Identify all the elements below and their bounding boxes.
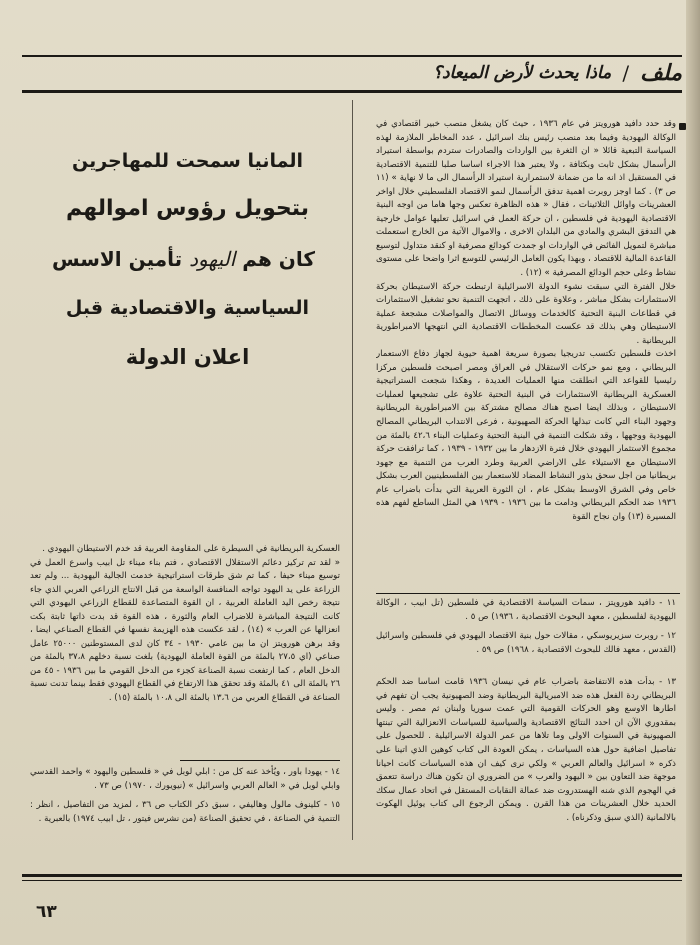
paragraph-marker — [679, 123, 686, 130]
headline-line-2: بتحويل رؤوس اموالهم — [65, 196, 309, 221]
paragraph: اخذت فلسطين تكتسب تدريجيا بصورة سريعة اهمية حيوية لجهاز دفاع الاستعمار البريطاني ، ومع نمو حركات الاستقلال في العراق ومصر اصبحت فلسطين مركزا رئيسيا للقواعد التي انطلقت منها العمليات العديدة ، وهكذا شجعت الستراتيجية العسكرية البريطانية الاستثمارات في البنية التحتية علاوة على تشجيعها لعمليات الاستيطان ، وبذلك ايضا اصبح هناك مصالح مشتركة بين الامبراطورية البريطانية وجهود البناء التي كانت تبذلها الحركة الصهيونية ، فرعى الانتداب البريطاني المصالح اليهودية ووجهها ، وقد شكلت التنمية في البنية التحتية وعمليات البناء ٤٢،٦ بالمئة من مجموع الاستثمار اليهودي خلال فترة الازدهار ما بين ١٩٣٢ - ١٩٣٩ ، كما ترافقت حركة الاستيطان مع الاستيلاء على الاراضي العربية وطرد العرب من التنمية مع جهود بريطانيا من اجل سحق بذور النشاط المضاد للاستعمار بين الفلسطينيين العرب بشكل خاص وفي الشرق الاوسط بشكل عام ، ان الثورة العربية التي بدأت باضراب عام ١٩٣٦ ضد الحكم البريطاني ودامت ما بين ١٩٣٦ - ١٩٣٩ هي المثل الساطع لفهم هذه المسيرة (١٣) وان نجاح القوة — [376, 349, 676, 522]
footnote-12: ١٢ - روبرت سزيريوسكي ، مقالات حول بنية الاقتصاد اليهودي في فلسطين واسرائيل (القدس ، معهد فالك للبحوث الاقتصادية ، ١٩٦٨) ص ٥٩ . — [376, 631, 676, 655]
paragraph: « لقد تم تركيز دعائم الاستقلال الاقتصادي ، فتم بناء ميناء تل ابيب واسرع العمل في توسيع ميناء حيفا ، كما تم شق طرقات استراتيجية خدمت الجالية اليهودية ... ولم تعد الزراعة على يد اليهود تواجه المنافسة الواسعة من قبل الانتاج الزراعي العربي الذي جاء نتيجة رخص اليد العاملة العربية ، ان القوة المتصاعدة للقطاع الزراعي اليهودي التي كانت النتيجة المباشرة للاضراب العام والثورة ، هذه القوة قد بدت ذاتها ثابتة بكت انعزالها عن العرب » (١٤) ، لقد عكست هذه الهزيمة نفسها في القطاع الصناعي ايضا ، وقد برهن هورويتز ان ما بين عامي ١٩٣٠ - ٣٤ كان لدى المستوطنين ٢٥٠٠٠ عامل صناعي (اي ٢٧،٥ بالمئة من القوة العاملة اليهودية) بلغت نسبة دخلهم ٣٧،٨ بالمئة من الدخل العام ، كما ارتفعت نسبة الصناعة كجزء من الدخل القومي ما بين ١٩٣٦ - ٤٥ من ٢٦ بالمئة الى ٤١ بالمئة وقد تحقق هذا الارتفاع في القطاع اليهودي فقط بينما تدنت نسبة الصناعة في القطاع العربي من ١٣،٦ بالمئة الى ١٠،٨ بالمئة (١٥) . — [30, 557, 340, 704]
paragraph: العسكرية البريطانية في السيطرة على المقاومة العربية قد خدم الاستيطان اليهودي . — [42, 544, 340, 554]
footnote-rule — [376, 593, 680, 594]
footnote-15: ١٥ - كلينوف مالول وهاليفي ، سبق ذكر الكتاب ص ٣٦ ، لمزيد من التفاصيل ، انظر : التنمية في الصناعة ، في تحقيق الصناعة (من نشرس فيتور ، تل ابيب ١٩٧٤) بالعبرية . — [30, 800, 340, 824]
page-edge — [686, 0, 700, 945]
header-underline — [22, 90, 682, 93]
brand-logo: ملف — [640, 60, 682, 86]
right-column-body — [376, 118, 676, 591]
left-footnotes — [30, 765, 340, 865]
paragraph: وقد حدد دافيد هورويتز في عام ١٩٣٦ ، حيث كان يشغل منصب خبير اقتصادي في الوكالة اليهودية وفيما بعد منصب رئيس بنك اسرائيل ، عدد المخاطر الملازمة لهذه السياسة التبعية قائلا « ان الثغرة بين الواردات والصادرات ستردم بواسطة استيراد الرأسمال بشكل ثابت وبكثافة ، ولا يعتبر هذا الاجراء اساسا صلبا للتنمية الاقتصادية في المستقبل اذ انه ما من ضمانة لاستمرارية استيراد الرأسمال الى ما لا نهاية » (١١ ص ٣) . كما اوجز روبرت اهمية تدفق الرأسمال لنمو الاقتصاد الفلسطيني خلال اواخر العشرينات واوائل الثلاثينات ، فقال « هذه الظاهرة تعكس وجها هاما من اوجه البنية الاقتصادية اليهودية في فلسطين ، ان حركة العمل في اسرائيل تعليها عوامل خارجية هي التدفق البشري والمادي من البلدان الاخرى ، والاموال الآتية من الخارج استعملت مباشرة لتمويل الفائض في الواردات او جمدت كودائع مصرفية او كنقد متداول لتوسيع القاعدة المالية للاقتصاد ، وبهذا يكون العامل الرئيسي للتوسع اثرا واضحا على مستوى نشاط وعلى حجم الودائع المصرفية » (١٢) . — [376, 119, 676, 279]
paragraph: خلال الفترة التي سبقت نشوء الدولة الاسرائيلية ارتبطت حركة الاستيطان بحركة الاستثمارات بشكل مباشر ، وعلاوة على ذلك ، اتجهت التنمية نحو تشغيل الاستثمارات في قطاعات البنية التحتية كالخدمات ووسائل الاتصال والمواصلات مشجعة عملية الاستيطان وهي بذلك قد عكست المخططات الاقتصادية التي انتهجها الامبراطورية البريطانية . — [376, 281, 676, 346]
right-bottom-note — [376, 676, 676, 872]
headline-line-5: اعلان الدولة — [125, 345, 250, 369]
section-title: ماذا يحدث لأرض الميعاد؟ — [432, 63, 612, 83]
footnote-11: ١١ - دافيد هورويتز ، سمات السياسة الاقتصادية في فلسطين (تل ابيب ، الوكالة اليهودية لفلسطين ، معهد البحوث الاقتصادية ، ١٩٣٦) ص ٥ . — [376, 598, 676, 622]
top-rule — [22, 55, 682, 57]
footnote-13: ١٣ - بدأت هذه الانتفاضة باضراب عام في نيسان ١٩٣٦ قامت اساسا ضد الحكم البريطاني ردة الفعل هذه ضد الامبريالية البريطانية وضد الصهيونية يجب ان تفهم في اطارها الاوسع وهو الحركات القومية التي عمت سوريا ولبنان ثم مصر . وليس بمقدوري الآن ان احدد النتائج الاقتصادية والسياسية للسياسات الانعزالية التي تبنتها الصهيونية في السنوات الاولى وما تلاها من عمر الدولة الاسرائيلية . للحصول على تفاصيل اضافية حول هذه السياسات ، يمكن العودة الى كتاب كوهين الذي اتينا على ذكره « اسرائيل والعالم العربي » ولكي نرى كيف ان هذه السياسات كانت احيانا موجهة ضد التعاون بين « اليهود والعرب » من الضروري ان تكون هناك دراسة تتعمق في الهجوم الذي شنه الهستدروت ضد عمالة النقابات المستقل في اتحاد عمال سكك الحديد خلال العشرينات من هذا القرن . ويمكن الرجوع الى كتاب يوئيل الهكوت بالالمانية (الذي سبق وذكرناه) . — [376, 677, 676, 823]
footnote-rule-left — [180, 760, 340, 761]
right-footnotes — [376, 596, 676, 674]
headline-line-3b: اليهود — [189, 247, 236, 271]
footnote-14: ١٤ - يهودا باور ، ويُأخذ عنه كل من : ابلي لوبل في « فلسطين واليهود » واحمد القدسي وابلي لوبل في « العالم العربي واسرائيل » (نيويورك ، ١٩٧٠) ص ٧٣ . — [30, 767, 340, 791]
headline-line-4: السياسية والاقتصادية قبل — [65, 297, 310, 319]
bottom-rule — [22, 874, 682, 877]
header-separator: / — [622, 61, 630, 85]
article-headline — [51, 150, 315, 410]
headline-line-3a: كان هم — [242, 247, 315, 271]
column-divider — [352, 100, 353, 840]
page-number: ٦٣ — [36, 902, 57, 922]
bottom-rule-thin — [22, 880, 682, 881]
section-header — [360, 60, 682, 86]
headline-line-1: المانيا سمحت للمهاجرين — [71, 150, 304, 172]
headline-line-3 — [51, 247, 315, 271]
left-column-body — [30, 543, 340, 748]
headline-line-3c: تأمين الاسس — [51, 247, 183, 271]
